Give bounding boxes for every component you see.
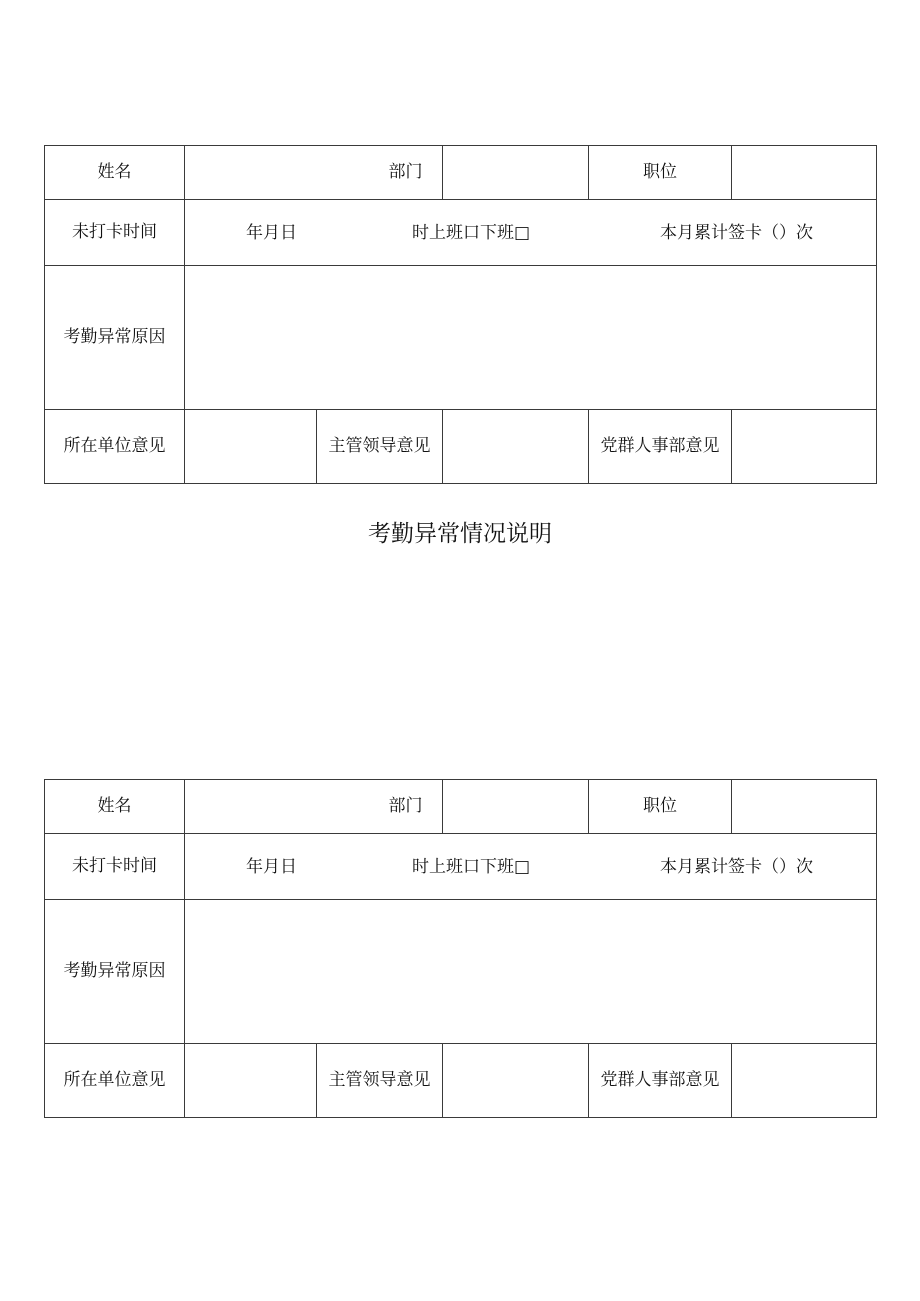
reason-field[interactable] (185, 900, 877, 1044)
monthly-count-text: 本月累计签卡（）次 (660, 222, 813, 243)
hr-opinion-label: 党群人事部意见 (589, 1044, 732, 1118)
dept-label: 部门 (388, 162, 423, 183)
unit-opinion-label: 所在单位意见 (45, 1044, 185, 1118)
monthly-count-text: 本月累计签卡（）次 (660, 856, 813, 877)
name-field[interactable] (185, 146, 443, 200)
date-text: 年月日 (246, 222, 297, 243)
leader-opinion-field[interactable] (443, 1044, 589, 1118)
dept-label: 部门 (388, 796, 423, 817)
reason-row (45, 266, 877, 410)
missed-time-field[interactable] (185, 834, 877, 900)
reason-label: 考勤异常原因 (45, 900, 185, 1044)
reason-row (45, 900, 877, 1044)
unit-opinion-field[interactable] (185, 1044, 317, 1118)
hr-opinion-label: 党群人事部意见 (589, 410, 732, 484)
dept-field[interactable] (443, 146, 589, 200)
reason-label: 考勤异常原因 (45, 266, 185, 410)
opinion-row (45, 1044, 877, 1118)
position-field[interactable] (732, 780, 877, 834)
attendance-form-1 (44, 145, 877, 484)
missed-time-label: 未打卡时间 (45, 834, 185, 900)
leader-opinion-field[interactable] (443, 410, 589, 484)
position-label: 职位 (589, 146, 732, 200)
unit-opinion-label: 所在单位意见 (45, 410, 185, 484)
name-field[interactable] (185, 780, 443, 834)
hr-opinion-field[interactable] (732, 1044, 877, 1118)
missed-time-row (45, 200, 877, 266)
name-row (45, 780, 877, 834)
missed-time-row (45, 834, 877, 900)
shift-checkbox-text[interactable]: 时上班口下班□ (412, 856, 531, 877)
name-label: 姓名 (45, 780, 185, 834)
missed-time-field[interactable] (185, 200, 877, 266)
missed-time-label: 未打卡时间 (45, 200, 185, 266)
hr-opinion-field[interactable] (732, 410, 877, 484)
page-title: 考勤异常情况说明 (368, 521, 552, 547)
name-row (45, 146, 877, 200)
leader-opinion-label: 主管领导意见 (317, 1044, 443, 1118)
unit-opinion-field[interactable] (185, 410, 317, 484)
dept-field[interactable] (443, 780, 589, 834)
attendance-form-2 (44, 779, 877, 1118)
opinion-row (45, 410, 877, 484)
reason-field[interactable] (185, 266, 877, 410)
position-label: 职位 (589, 780, 732, 834)
leader-opinion-label: 主管领导意见 (317, 410, 443, 484)
shift-checkbox-text[interactable]: 时上班口下班□ (412, 222, 531, 243)
name-label: 姓名 (45, 146, 185, 200)
date-text: 年月日 (246, 856, 297, 877)
position-field[interactable] (732, 146, 877, 200)
